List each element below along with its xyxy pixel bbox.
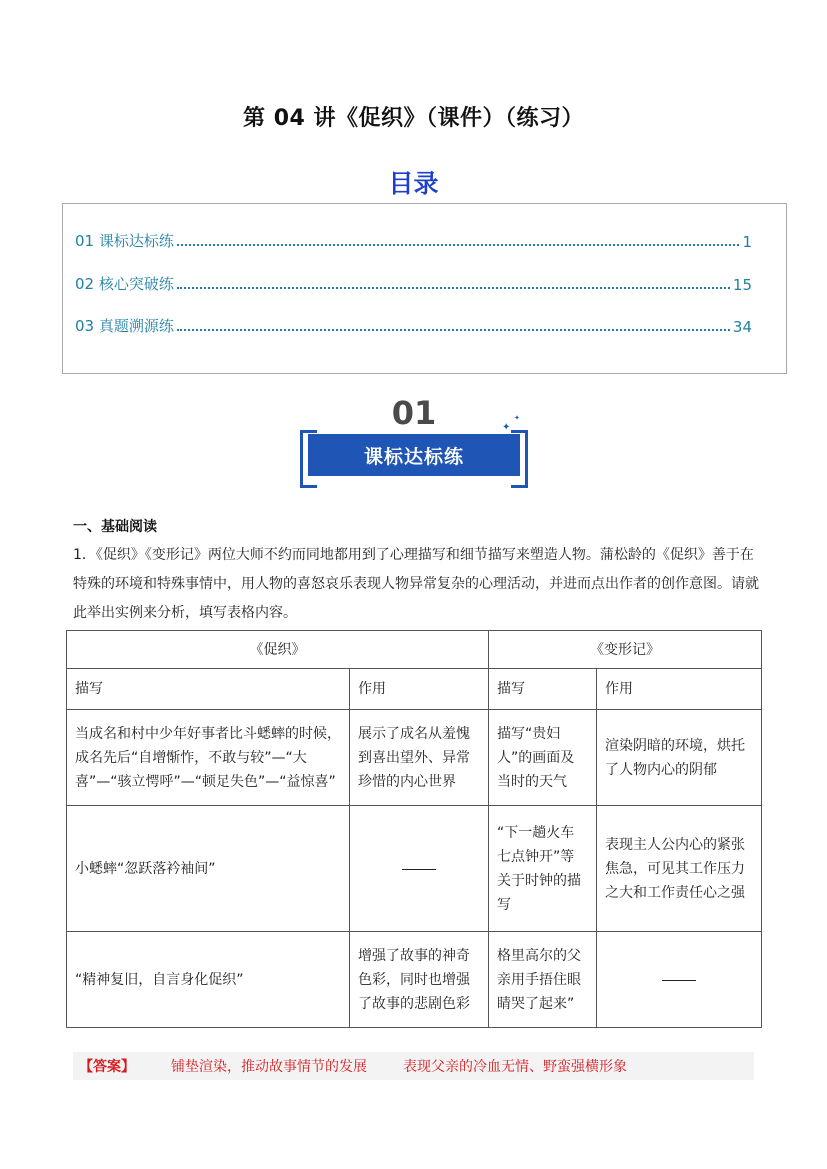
toc-item-page: 1	[742, 233, 752, 251]
table-cell: “下一趟火车七点钟开”等关于时钟的描写	[489, 806, 597, 932]
table-cell: 表现主人公内心的紧张焦急，可见其工作压力之大和工作责任心之强	[597, 806, 762, 932]
table-header-cell: 作用	[597, 669, 762, 710]
toc-item-page: 15	[732, 276, 752, 294]
toc-leader-dots	[177, 286, 730, 289]
table-cell: 当成名和村中少年好事者比斗蟋蟀的时候，成名先后“自增惭怍，不敢与较”—“大喜”—“骇立愕呼”—“顿足失色”—“益惊喜”	[67, 710, 350, 806]
banner-number: 01	[391, 394, 437, 432]
table-header-cell: 描写	[489, 669, 597, 710]
answer-item: 铺垫渲染，推动故事情节的发展	[171, 1059, 367, 1075]
table-cell: 描写“贵妇人”的画面及当时的天气	[489, 710, 597, 806]
answer-blank	[662, 979, 696, 981]
page-title: 第 04 讲《促织》（课件）（练习）	[243, 106, 584, 131]
table-sub-header-row	[67, 669, 762, 710]
table-group-header: 《促织》	[67, 631, 489, 669]
toc-item[interactable]	[75, 229, 752, 251]
table-cell-blank	[597, 932, 762, 1028]
toc-item-label: 01 课标达标练	[75, 232, 174, 250]
table-row	[67, 932, 762, 1028]
table-cell: 展示了成名从羞愧到喜出望外、异常珍惜的内心世界	[350, 710, 489, 806]
table-header-cell: 描写	[67, 669, 350, 710]
table-of-contents	[62, 203, 787, 374]
table-cell-blank	[350, 806, 489, 932]
answer-item: 表现父亲的冷血无情、野蛮强横形象	[403, 1059, 627, 1075]
toc-leader-dots	[177, 328, 730, 331]
toc-item[interactable]	[75, 314, 752, 336]
question-text: 1．《促织》《变形记》两位大师不约而同地都用到了心理描写和细节描写来塑造人物。蒲松龄的《促织》善于在特殊的环境和特殊事情中，用人物的喜怒哀乐表现人物异常复杂的心理活动，并进而点出作者的创作意图。请就此举出实例来分析，填写表格内容。	[73, 547, 759, 621]
sparkle-icon: ✦	[514, 414, 520, 422]
table-cell: 格里高尔的父亲用手捂住眼睛哭了起来”	[489, 932, 597, 1028]
banner-label: 课标达标练	[308, 434, 520, 476]
toc-item-page: 34	[732, 318, 752, 336]
table-cell: 小蟋蟀“忽跃落衿袖间”	[67, 806, 350, 932]
toc-item-label: 02 核心突破练	[75, 275, 174, 293]
toc-item-label: 03 真题溯源练	[75, 317, 174, 335]
table-row	[67, 806, 762, 932]
toc-heading: 目录	[388, 169, 439, 198]
section-banner	[298, 396, 530, 488]
toc-leader-dots	[177, 243, 740, 246]
answer-label: 【答案】	[79, 1059, 135, 1075]
table-cell: 渲染阴暗的环境，烘托了人物内心的阴郁	[597, 710, 762, 806]
answer-blank	[402, 868, 436, 870]
sparkle-icon: ✦	[502, 422, 511, 433]
table-group-header: 《变形记》	[489, 631, 762, 669]
section-title: 一、基础阅读	[73, 519, 157, 535]
table-cell: “精神复旧，自言身化促织”	[67, 932, 350, 1028]
analysis-table	[66, 630, 762, 1028]
toc-item[interactable]	[75, 272, 752, 294]
table-header-cell: 作用	[350, 669, 489, 710]
answer-bar	[73, 1052, 754, 1080]
table-group-header-row	[67, 631, 762, 669]
table-cell: 增强了故事的神奇色彩，同时也增强了故事的悲剧色彩	[350, 932, 489, 1028]
table-row	[67, 710, 762, 806]
